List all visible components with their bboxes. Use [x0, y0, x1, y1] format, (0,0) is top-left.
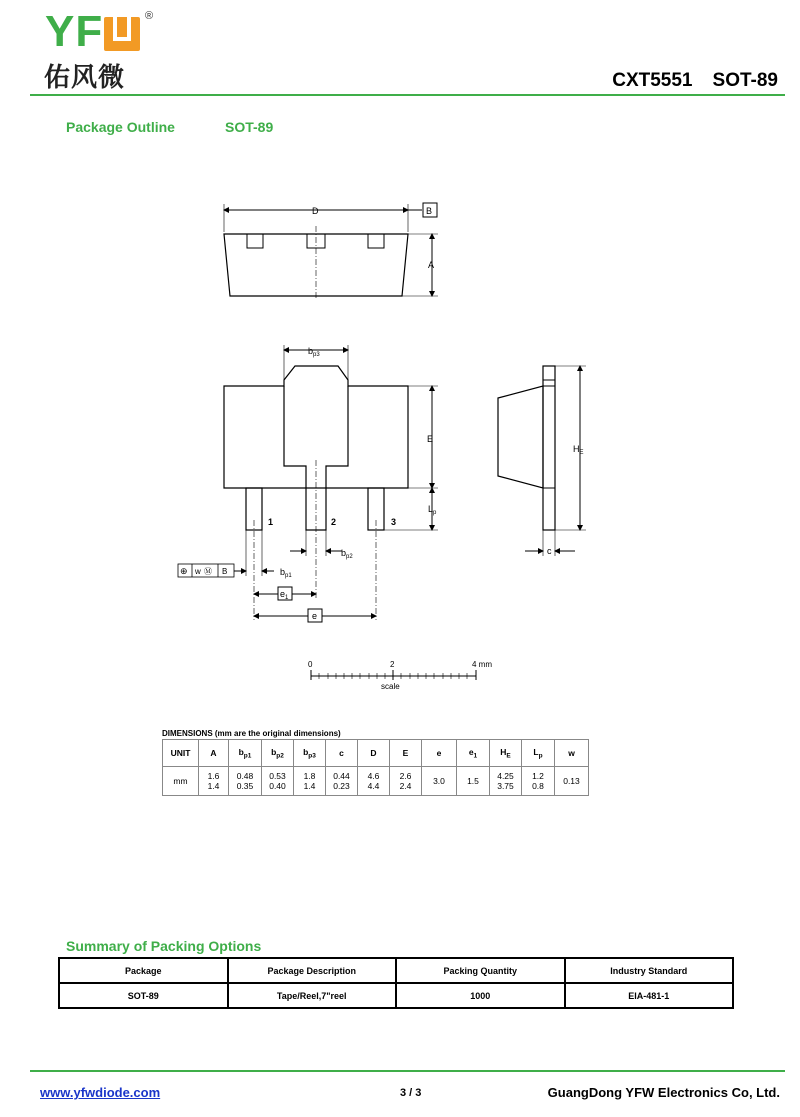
pin-3-label: 3	[391, 517, 397, 527]
pin-1-label: 1	[268, 517, 274, 527]
logo-text: YF	[45, 7, 104, 56]
dimensions-value-cell: 1.6 1.4	[199, 767, 229, 796]
dimensions-value-cell: 4.25 3.75	[490, 767, 522, 796]
dimensions-value-cell: 2.6 2.4	[390, 767, 422, 796]
dimensions-header-cell: w	[555, 740, 589, 767]
dimensions-value-cell: 0.13	[555, 767, 589, 796]
logo-chinese-name: 佑风微	[44, 63, 126, 93]
packing-header-cell: Package	[59, 958, 228, 983]
dimensions-value-cell: 1.2 0.8	[522, 767, 555, 796]
outline-package: SOT-89	[225, 119, 274, 135]
packing-header-cell: Industry Standard	[565, 958, 734, 983]
outline-heading: Package Outline	[66, 119, 175, 135]
package-name: SOT-89	[712, 70, 778, 91]
dimensions-header-row	[163, 740, 589, 767]
part-number: CXT5551	[612, 70, 693, 91]
dimensions-caption: DIMENSIONS (mm are the original dimensions)	[162, 729, 341, 738]
footer-divider	[30, 1070, 785, 1072]
dimensions-header-cell: $H_E$	[490, 740, 522, 767]
packing-table	[58, 957, 734, 1009]
dimensions-header-cell: $b_{p1}$	[229, 740, 262, 767]
dimensions-header-cell: c	[326, 740, 358, 767]
dimensions-header-cell: E	[390, 740, 422, 767]
dimensions-value-cell: 1.5	[457, 767, 490, 796]
scale-4: 4 mm	[472, 660, 492, 669]
dim-label-bp1: $b_{p1}$	[280, 567, 292, 579]
registered-mark: ®	[145, 10, 154, 22]
dim-label-Lp: $L_p$	[428, 504, 437, 516]
dim-label-e1: $e_1$	[280, 589, 289, 601]
dimensions-table	[162, 739, 589, 796]
position-tolerance-icon: ⊕	[180, 566, 188, 576]
dim-label-HE: $H_E$	[573, 444, 584, 456]
page-number: 3 / 3	[400, 1087, 422, 1099]
dimensions-value-cell: 3.0	[422, 767, 457, 796]
dimensions-header-cell: UNIT	[163, 740, 199, 767]
scale-label: scale	[381, 682, 400, 691]
dimensions-value-cell: 0.53 0.40	[262, 767, 294, 796]
dim-label-E: E	[427, 434, 434, 444]
dim-label-bp3: $b_{p3}$	[308, 346, 320, 358]
scale-2: 2	[390, 660, 395, 669]
tolerance-w: w	[195, 567, 201, 576]
packing-header-cell: Package Description	[228, 958, 397, 983]
dimensions-header-cell: $L_p$	[522, 740, 555, 767]
dimensions-header-cell: $e_1$	[457, 740, 490, 767]
tolerance-datum-b: B	[222, 567, 228, 576]
tolerance-m: Ⓜ	[204, 567, 212, 576]
dim-label-bp2: $b_{p2}$	[341, 548, 353, 560]
packing-cell: EIA-481-1	[565, 983, 734, 1008]
dim-label-e: e	[312, 611, 318, 621]
dim-label-c: c	[547, 546, 552, 556]
pin-2-label: 2	[331, 517, 337, 527]
company-name: GuangDong YFW Electronics Co, Ltd.	[547, 1085, 780, 1100]
dimensions-value-cell: 0.44 0.23	[326, 767, 358, 796]
dimensions-header-cell: $b_{p2}$	[262, 740, 294, 767]
packing-cell: Tape/Reel,7"reel	[228, 983, 397, 1008]
dimensions-header-cell: A	[199, 740, 229, 767]
packing-heading: Summary of Packing Options	[66, 938, 262, 954]
dimensions-header-cell: e	[422, 740, 457, 767]
packing-cell: SOT-89	[59, 983, 228, 1008]
packing-header-cell: Packing Quantity	[396, 958, 565, 983]
dimensions-value-cell: 4.6 4.4	[358, 767, 390, 796]
dimensions-header-cell: D	[358, 740, 390, 767]
website-link[interactable]: www.yfwdiode.com	[40, 1085, 161, 1100]
scale-0: 0	[308, 660, 313, 669]
datum-label-B: B	[426, 206, 433, 216]
dimensions-header-cell: $b_{p3}$	[294, 740, 326, 767]
packing-header-row	[59, 958, 733, 983]
packing-value-row	[59, 983, 733, 1008]
dimensions-value-row	[163, 767, 589, 796]
packing-cell: 1000	[396, 983, 565, 1008]
dimensions-value-cell: 1.8 1.4	[294, 767, 326, 796]
dimensions-value-cell: 0.48 0.35	[229, 767, 262, 796]
dim-label-D: D	[312, 206, 319, 216]
dimensions-value-cell: mm	[163, 767, 199, 796]
dim-label-A: A	[428, 260, 435, 270]
